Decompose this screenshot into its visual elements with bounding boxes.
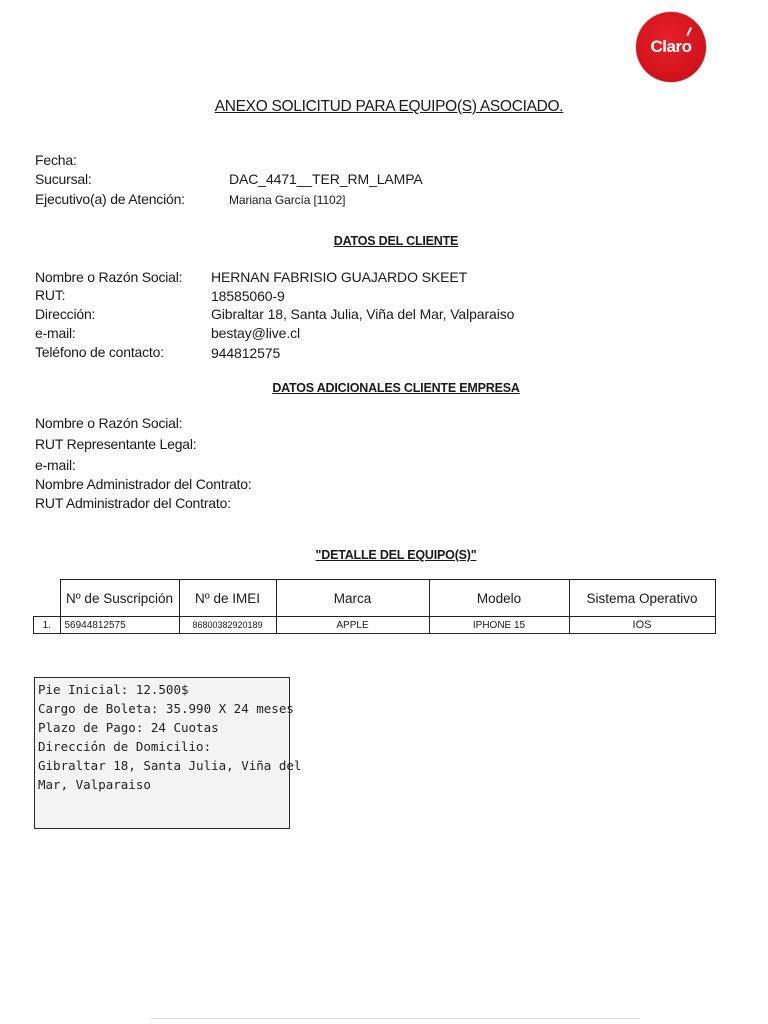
header-suscripcion: Nº de Suscripción: [60, 580, 179, 617]
company-rut-rep-label: RUT Representante Legal:: [35, 436, 197, 452]
client-phone-value: 944812575: [211, 345, 281, 361]
client-name-label: Nombre o Razón Social:: [35, 269, 183, 285]
note-direccion-line1: Gibraltar 18, Santa Julia, Viña del: [38, 758, 302, 773]
header-marca: Marca: [276, 580, 429, 617]
header-imei: Nº de IMEI: [179, 580, 276, 617]
cell-modelo: IPHONE 15: [429, 617, 569, 634]
note-direccion-line2: Mar, Valparaiso: [38, 777, 151, 792]
equipment-table: [33, 579, 716, 634]
payment-notes-box: [34, 677, 302, 829]
table-row: [34, 617, 716, 634]
company-section-title: DATOS ADICIONALES CLIENTE EMPRESA: [272, 381, 520, 395]
equipment-section-title: "DETALLE DEL EQUIPO(S)": [315, 548, 477, 562]
client-section-title: DATOS DEL CLIENTE: [333, 234, 459, 248]
document-title: ANEXO SOLICITUD PARA EQUIPO(S) ASOCIADO.: [214, 98, 564, 115]
note-pie-inicial: Pie Inicial: 12.500$: [38, 682, 189, 697]
ejecutivo-label: Ejecutivo(a) de Atención:: [35, 191, 185, 207]
cell-imei: 86800382920189: [179, 617, 276, 634]
company-admin-rut-label: RUT Administrador del Contrato:: [35, 495, 231, 511]
fecha-label: Fecha:: [35, 152, 77, 168]
client-rut-value: 18585060-9: [211, 288, 285, 304]
client-phone-label: Teléfono de contacto:: [35, 344, 164, 360]
cell-marca: APPLE: [276, 617, 429, 634]
claro-logo: [636, 12, 706, 82]
client-rut-label: RUT:: [35, 287, 66, 303]
header-modelo: Modelo: [429, 580, 569, 617]
company-name-label: Nombre o Razón Social:: [35, 415, 183, 431]
bottom-divider: [150, 1018, 640, 1019]
client-email-value: bestay@live.cl: [211, 325, 301, 341]
equipment-header-row: [34, 580, 716, 617]
note-plazo-pago: Plazo de Pago: 24 Cuotas: [38, 720, 219, 735]
client-address-label: Dirección:: [35, 306, 96, 322]
cell-suscripcion: 56944812575: [60, 617, 179, 634]
ejecutivo-value: Mariana García [1102]: [229, 193, 346, 207]
sucursal-label: Sucursal:: [35, 171, 92, 187]
note-direccion-label: Dirección de Domicilio:: [38, 739, 212, 754]
client-name-value: HERNAN FABRISIO GUAJARDO SKEET: [211, 269, 468, 285]
logo-text: Claro: [650, 37, 692, 56]
company-admin-name-label: Nombre Administrador del Contrato:: [35, 476, 252, 492]
sucursal-value: DAC_4471__TER_RM_LAMPA: [229, 171, 423, 187]
company-email-label: e-mail:: [35, 457, 76, 473]
row-number-header: [34, 580, 61, 617]
cell-sistema-operativo: IOS: [569, 617, 715, 634]
client-address-value: Gibraltar 18, Santa Julia, Viña del Mar, Valparaiso: [211, 306, 515, 322]
row-number: 1.: [34, 617, 61, 634]
header-sistema-operativo: Sistema Operativo: [569, 580, 715, 617]
note-cargo-boleta: Cargo de Boleta: 35.990 X 24 meses: [38, 701, 294, 716]
client-email-label: e-mail:: [35, 325, 76, 341]
